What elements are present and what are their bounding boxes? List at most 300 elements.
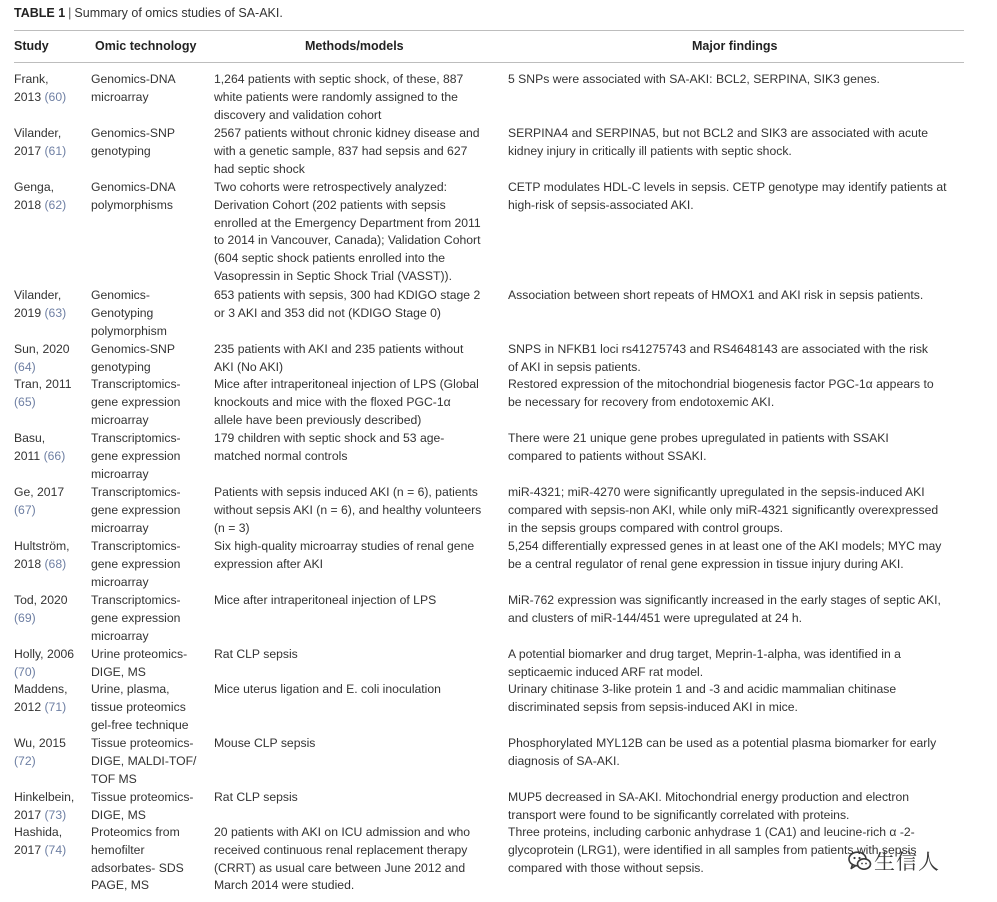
cell-line xyxy=(91,717,209,735)
cell-text: matched normal controls xyxy=(214,448,348,463)
cell-text: had septic shock xyxy=(214,161,305,176)
cell-findings xyxy=(508,646,964,682)
cell-line xyxy=(214,394,498,412)
cell-text: Urine proteomics- xyxy=(91,647,188,661)
cell-line xyxy=(14,789,88,807)
cell-text: microarray xyxy=(91,574,149,589)
cell-text: Maddens, xyxy=(14,682,68,696)
cell-technology xyxy=(91,484,209,537)
cell-line xyxy=(91,197,209,215)
cell-line xyxy=(91,394,209,412)
cell-line xyxy=(508,484,964,502)
cell-line xyxy=(214,376,498,394)
header-study: Study xyxy=(14,39,49,53)
cell-text: glycoprotein (LRG1), were identified in all samples from patients with sepsis xyxy=(508,842,917,857)
cell-study xyxy=(14,430,88,466)
cell-methods xyxy=(214,592,498,610)
cell-text: DIGE, MALDI-TOF/ xyxy=(91,753,197,768)
cell-line xyxy=(91,448,209,466)
cell-line xyxy=(214,430,498,448)
cell-line xyxy=(214,735,498,753)
reference-link[interactable]: (63) xyxy=(44,305,67,320)
cell-line xyxy=(14,681,88,699)
cell-study xyxy=(14,824,88,860)
cell-text: gene expression xyxy=(91,502,181,517)
cell-text: Ge, 2017 xyxy=(14,485,65,499)
cell-line xyxy=(214,341,498,359)
cell-line xyxy=(214,232,498,250)
cell-methods xyxy=(214,341,498,377)
cell-line xyxy=(508,430,964,448)
reference-link[interactable]: (68) xyxy=(44,556,67,571)
cell-text: be necessary for recovery from endotoxemic AKI. xyxy=(508,394,775,409)
cell-findings xyxy=(508,71,964,89)
cell-text: Phosphorylated MYL12B can be used as a potential plasma biomarker for early xyxy=(508,736,937,750)
cell-findings xyxy=(508,538,964,574)
cell-line xyxy=(508,807,964,825)
cell-line xyxy=(214,305,498,323)
cell-study xyxy=(14,287,88,323)
cell-line xyxy=(508,735,964,753)
cell-text: Genomics-DNA xyxy=(91,180,176,194)
cell-text: 2017 xyxy=(14,807,45,822)
cell-text: TOF MS xyxy=(91,771,137,786)
cell-line xyxy=(91,771,209,789)
cell-line xyxy=(214,646,498,664)
cell-text: 1,264 patients with septic shock, of these, 887 xyxy=(214,72,464,86)
cell-text: 2011 xyxy=(14,448,44,463)
cell-text: Two cohorts were retrospectively analyzed: xyxy=(214,180,448,194)
cell-text: Tissue proteomics- xyxy=(91,790,194,804)
cell-text: gene expression xyxy=(91,448,181,463)
cell-line xyxy=(508,538,964,556)
cell-line xyxy=(91,359,209,377)
cell-line xyxy=(508,699,964,717)
cell-text: Genga, xyxy=(14,180,54,194)
cell-text: Vasopressin in Septic Shock Trial (VASST)). xyxy=(214,268,452,283)
cell-text: Transcriptomics- xyxy=(91,377,181,391)
cell-line xyxy=(214,179,498,197)
caption-separator: | xyxy=(68,6,72,20)
cell-line xyxy=(508,197,964,215)
cell-text: There were 21 unique gene probes upregulated in patients with SSAKI xyxy=(508,431,889,445)
cell-line xyxy=(14,125,88,143)
cell-line xyxy=(508,520,964,538)
cell-text: 179 children with septic shock and 53 age- xyxy=(214,431,445,445)
cell-line xyxy=(91,681,209,699)
cell-text: transport were found to be significantly correlated with proteins. xyxy=(508,807,850,822)
cell-line xyxy=(214,502,498,520)
cell-text: gel-free technique xyxy=(91,717,189,732)
cell-text: 2013 xyxy=(14,89,45,104)
cell-line xyxy=(214,143,498,161)
cell-study xyxy=(14,484,88,520)
cell-line xyxy=(14,502,88,520)
cell-study xyxy=(14,735,88,771)
cell-text: Vilander, xyxy=(14,126,62,140)
cell-technology xyxy=(91,71,209,107)
cell-line xyxy=(214,824,498,842)
cell-text: SERPINA4 and SERPINA5, but not BCL2 and SIK3 are associated with acute xyxy=(508,126,929,140)
cell-line xyxy=(91,376,209,394)
cell-text: Urine, plasma, xyxy=(91,682,170,696)
watermark-text: 生信人 xyxy=(874,851,940,874)
cell-text: Derivation Cohort (202 patients with sepsis xyxy=(214,197,446,212)
cell-line xyxy=(14,197,88,215)
cell-study xyxy=(14,341,88,377)
cell-line xyxy=(14,305,88,323)
cell-methods xyxy=(214,287,498,323)
cell-text: CETP modulates HDL-C levels in sepsis. CETP genotype may identify patients at xyxy=(508,180,947,194)
reference-link[interactable]: (64) xyxy=(14,359,36,374)
cell-text: Transcriptomics- xyxy=(91,539,181,553)
cell-findings xyxy=(508,287,964,305)
cell-line xyxy=(91,592,209,610)
cell-text: Wu, 2015 xyxy=(14,736,66,750)
cell-text: AKI (No AKI) xyxy=(214,359,284,374)
cell-text: gene expression xyxy=(91,394,181,409)
cell-text: DIGE, MS xyxy=(91,807,146,822)
cell-text: Genomics-DNA xyxy=(91,72,176,86)
cell-text: discovery and validation cohort xyxy=(214,107,382,122)
cell-line xyxy=(14,359,88,377)
cell-line xyxy=(91,735,209,753)
cell-text: Genomics-SNP xyxy=(91,126,175,140)
cell-line xyxy=(14,71,88,89)
cell-line xyxy=(91,807,209,825)
reference-link[interactable]: (73) xyxy=(44,807,67,822)
cell-line xyxy=(508,646,964,664)
cell-line xyxy=(508,179,964,197)
cell-line xyxy=(14,807,88,825)
cell-line xyxy=(214,161,498,179)
cell-technology xyxy=(91,646,209,682)
cell-text: compared to patients without SSAKI. xyxy=(508,448,707,463)
cell-text: Mice after intraperitoneal injection of LPS xyxy=(214,593,437,607)
cell-text: white patients were randomly assigned to the xyxy=(214,89,458,104)
cell-methods xyxy=(214,484,498,537)
cell-line xyxy=(508,592,964,610)
cell-study xyxy=(14,538,88,574)
cell-text: compared with those without sepsis. xyxy=(508,860,704,875)
top-rule xyxy=(14,30,964,31)
cell-text: microarray xyxy=(91,520,149,535)
cell-line xyxy=(214,359,498,377)
cell-text: Tod, 2020 xyxy=(14,593,68,607)
cell-line xyxy=(91,664,209,682)
cell-text: enrolled at the Emergency Department from 2011 xyxy=(214,215,481,230)
cell-line xyxy=(91,484,209,502)
cell-text: be a central regulator of renal gene expression in tissue injury during AKI. xyxy=(508,556,904,571)
cell-line xyxy=(508,681,964,699)
cell-text: received continuous renal replacement therapy xyxy=(214,842,468,857)
cell-text: Hinkelbein, xyxy=(14,790,75,804)
cell-text: Three proteins, including carbonic anhydrase 1 (CA1) and leucine-rich α -2- xyxy=(508,825,915,839)
cell-text: Sun, 2020 xyxy=(14,342,70,356)
cell-line xyxy=(91,89,209,107)
cell-technology xyxy=(91,376,209,429)
cell-line xyxy=(14,699,88,717)
cell-text: Mice uterus ligation and E. coli inoculation xyxy=(214,682,441,696)
cell-line xyxy=(91,556,209,574)
cell-line xyxy=(214,681,498,699)
cell-line xyxy=(91,466,209,484)
reference-link[interactable]: (61) xyxy=(44,143,67,158)
cell-line xyxy=(91,71,209,89)
cell-text: SNPS in NFKB1 loci rs41275743 and RS4648143 are associated with the risk xyxy=(508,342,929,356)
cell-line xyxy=(91,341,209,359)
cell-findings xyxy=(508,592,964,628)
cell-findings xyxy=(508,735,964,771)
cell-text: Genomics-SNP xyxy=(91,342,175,356)
cell-line xyxy=(14,824,88,842)
cell-text: MUP5 decreased in SA-AKI. Mitochondrial energy production and electron xyxy=(508,790,910,804)
cell-text: 20 patients with AKI on ICU admission and who xyxy=(214,825,471,839)
cell-line xyxy=(508,556,964,574)
cell-study xyxy=(14,789,88,825)
cell-line xyxy=(91,646,209,664)
cell-line xyxy=(214,197,498,215)
cell-text: MiR-762 expression was significantly increased in the early stages of septic AKI, xyxy=(508,593,941,607)
cell-text: gene expression xyxy=(91,556,181,571)
cell-methods xyxy=(214,376,498,429)
cell-text: discriminated sepsis from sepsis-induced AKI in mice. xyxy=(508,699,798,714)
cell-methods xyxy=(214,789,498,807)
cell-findings xyxy=(508,179,964,215)
cell-text: Tissue proteomics- xyxy=(91,736,194,750)
cell-text: DIGE, MS xyxy=(91,664,146,679)
cell-text: Restored expression of the mitochondrial biogenesis factor PGC-1α appears to xyxy=(508,377,934,391)
cell-text: Genomics- xyxy=(91,288,150,302)
wechat-icon xyxy=(848,851,872,873)
cell-line xyxy=(214,789,498,807)
cell-line xyxy=(508,394,964,412)
cell-line xyxy=(91,789,209,807)
cell-line xyxy=(14,592,88,610)
cell-technology xyxy=(91,681,209,734)
table-label: TABLE 1 xyxy=(14,6,66,20)
cell-line xyxy=(214,877,498,895)
cell-text: 5 SNPs were associated with SA-AKI: BCL2, SERPINA, SIK3 genes. xyxy=(508,72,880,86)
reference-link[interactable]: (74) xyxy=(44,842,67,857)
cell-text: Holly, 2006 xyxy=(14,647,75,661)
cell-text: hemofilter xyxy=(91,842,145,857)
cell-line xyxy=(91,824,209,842)
cell-methods xyxy=(214,538,498,574)
cell-line xyxy=(91,628,209,646)
cell-line xyxy=(14,664,88,682)
cell-text: PAGE, MS xyxy=(91,878,150,893)
cell-line xyxy=(91,287,209,305)
cell-text: microarray xyxy=(91,628,149,643)
cell-text: high-risk of sepsis-associated AKI. xyxy=(508,197,694,212)
cell-line xyxy=(508,125,964,143)
cell-methods xyxy=(214,71,498,124)
cell-text: Proteomics from xyxy=(91,825,180,839)
cell-findings xyxy=(508,789,964,825)
cell-text: with a genetic sample, 837 had sepsis and 627 xyxy=(214,143,468,158)
cell-line xyxy=(214,860,498,878)
cell-technology xyxy=(91,341,209,377)
cell-line xyxy=(214,89,498,107)
cell-findings xyxy=(508,376,964,412)
cell-technology xyxy=(91,735,209,788)
cell-text: Basu, xyxy=(14,431,46,445)
header-findings: Major findings xyxy=(692,39,778,53)
cell-technology xyxy=(91,287,209,340)
cell-line xyxy=(91,430,209,448)
cell-line xyxy=(214,520,498,538)
cell-text: polymorphisms xyxy=(91,197,173,212)
cell-study xyxy=(14,592,88,628)
reference-link[interactable]: (71) xyxy=(44,699,67,714)
cell-line xyxy=(91,699,209,717)
cell-line xyxy=(91,610,209,628)
cell-methods xyxy=(214,646,498,664)
cell-methods xyxy=(214,125,498,178)
cell-line xyxy=(14,179,88,197)
cell-line xyxy=(214,71,498,89)
cell-text: septicaemic induced ARF rat model. xyxy=(508,664,704,679)
cell-line xyxy=(508,610,964,628)
cell-line xyxy=(508,664,964,682)
cell-technology xyxy=(91,179,209,215)
cell-text: Transcriptomics- xyxy=(91,593,181,607)
cell-text: or 3 AKI and 353 did not (KDIGO Stage 0) xyxy=(214,305,441,320)
cell-line xyxy=(91,305,209,323)
cell-line xyxy=(508,71,964,89)
cell-line xyxy=(508,753,964,771)
cell-line xyxy=(214,107,498,125)
cell-line xyxy=(14,484,88,502)
cell-line xyxy=(508,824,964,842)
cell-line xyxy=(14,538,88,556)
cell-text: Hultström, xyxy=(14,539,70,553)
cell-text: to 2014 in Vancouver, Canada); Validation Cohort xyxy=(214,233,481,248)
cell-line xyxy=(14,287,88,305)
cell-text: Tran, 2011 xyxy=(14,377,72,391)
cell-line xyxy=(214,842,498,860)
cell-methods xyxy=(214,430,498,466)
cell-technology xyxy=(91,592,209,645)
cell-text: Rat CLP sepsis xyxy=(214,790,298,804)
reference-link[interactable]: (66) xyxy=(43,448,66,463)
cell-text: 653 patients with sepsis, 300 had KDIGO stage 2 xyxy=(214,288,481,302)
cell-line xyxy=(91,125,209,143)
cell-study xyxy=(14,179,88,215)
cell-text: Six high-quality microarray studies of renal gene xyxy=(214,539,475,553)
cell-line xyxy=(14,394,88,412)
cell-study xyxy=(14,376,88,412)
reference-link[interactable]: (65) xyxy=(14,394,36,409)
cell-line xyxy=(91,143,209,161)
cell-line xyxy=(91,842,209,860)
header-omic-technology: Omic technology xyxy=(95,39,197,53)
cell-technology xyxy=(91,125,209,161)
cell-study xyxy=(14,646,88,682)
cell-text: Association between short repeats of HMOX1 and AKI risk in sepsis patients. xyxy=(508,288,924,302)
cell-line xyxy=(14,448,88,466)
cell-line xyxy=(214,215,498,233)
cell-line xyxy=(14,735,88,753)
cell-study xyxy=(14,125,88,161)
cell-line xyxy=(91,574,209,592)
cell-line xyxy=(91,412,209,430)
cell-text: Transcriptomics- xyxy=(91,431,181,445)
table-title: Summary of omics studies of SA-AKI. xyxy=(74,6,283,20)
cell-text: (n = 3) xyxy=(214,520,250,535)
cell-line xyxy=(14,376,88,394)
cell-text: Genotyping xyxy=(91,305,154,320)
reference-link[interactable]: (67) xyxy=(14,502,36,517)
cell-text: Vilander, xyxy=(14,288,62,302)
cell-findings xyxy=(508,125,964,161)
cell-text: Mouse CLP sepsis xyxy=(214,736,316,750)
cell-technology xyxy=(91,789,209,825)
reference-link[interactable]: (69) xyxy=(14,610,36,625)
cell-technology xyxy=(91,538,209,591)
cell-text: microarray xyxy=(91,412,149,427)
cell-line xyxy=(14,143,88,161)
cell-line xyxy=(14,341,88,359)
cell-line xyxy=(508,287,964,305)
reference-link[interactable]: (60) xyxy=(44,89,67,104)
cell-line xyxy=(91,538,209,556)
cell-line xyxy=(14,610,88,628)
reference-link[interactable]: (70) xyxy=(14,664,36,679)
cell-line xyxy=(214,250,498,268)
cell-line xyxy=(14,842,88,860)
cell-text: Mice after intraperitoneal injection of LPS (Global xyxy=(214,377,479,391)
cell-text: microarray xyxy=(91,89,149,104)
cell-text: 5,254 differentially expressed genes in at least one of the AKI models; MYC may xyxy=(508,539,942,553)
cell-text: microarray xyxy=(91,466,149,481)
cell-text: Transcriptomics- xyxy=(91,485,181,499)
cell-line xyxy=(14,556,88,574)
cell-text: Urinary chitinase 3-like protein 1 and -3 and acidic mammalian chitinase xyxy=(508,682,897,696)
cell-methods xyxy=(214,735,498,753)
cell-line xyxy=(214,268,498,286)
reference-link[interactable]: (62) xyxy=(44,197,67,212)
cell-line xyxy=(14,753,88,771)
cell-line xyxy=(508,341,964,359)
cell-text: genotyping xyxy=(91,359,151,374)
cell-text: 2017 xyxy=(14,143,45,158)
cell-text: gene expression xyxy=(91,610,181,625)
cell-line xyxy=(14,89,88,107)
cell-text: (CRRT) as usual care between June 2012 and xyxy=(214,860,466,875)
cell-text: and clusters of miR-144/451 were upregulated at 24 h. xyxy=(508,610,803,625)
cell-text: Patients with sepsis induced AKI (n = 6), patients xyxy=(214,485,478,499)
cell-text: compared with sepsis-non AKI, while only miR-4321 significantly overexpressed xyxy=(508,502,939,517)
cell-line xyxy=(214,412,498,430)
cell-line xyxy=(214,448,498,466)
cell-text: 2019 xyxy=(14,305,45,320)
header-methods: Methods/models xyxy=(305,39,404,53)
cell-line xyxy=(508,502,964,520)
reference-link[interactable]: (72) xyxy=(14,753,36,768)
cell-text: A potential biomarker and drug target, Meprin-1-alpha, was identified in a xyxy=(508,647,901,661)
cell-methods xyxy=(214,824,498,895)
cell-text: March 2014 were studied. xyxy=(214,878,355,893)
cell-line xyxy=(91,860,209,878)
cell-line xyxy=(508,359,964,377)
header-rule xyxy=(14,62,964,63)
cell-text: polymorphism xyxy=(91,323,167,338)
cell-line xyxy=(214,556,498,574)
cell-text: Frank, xyxy=(14,72,49,86)
cell-line xyxy=(214,538,498,556)
